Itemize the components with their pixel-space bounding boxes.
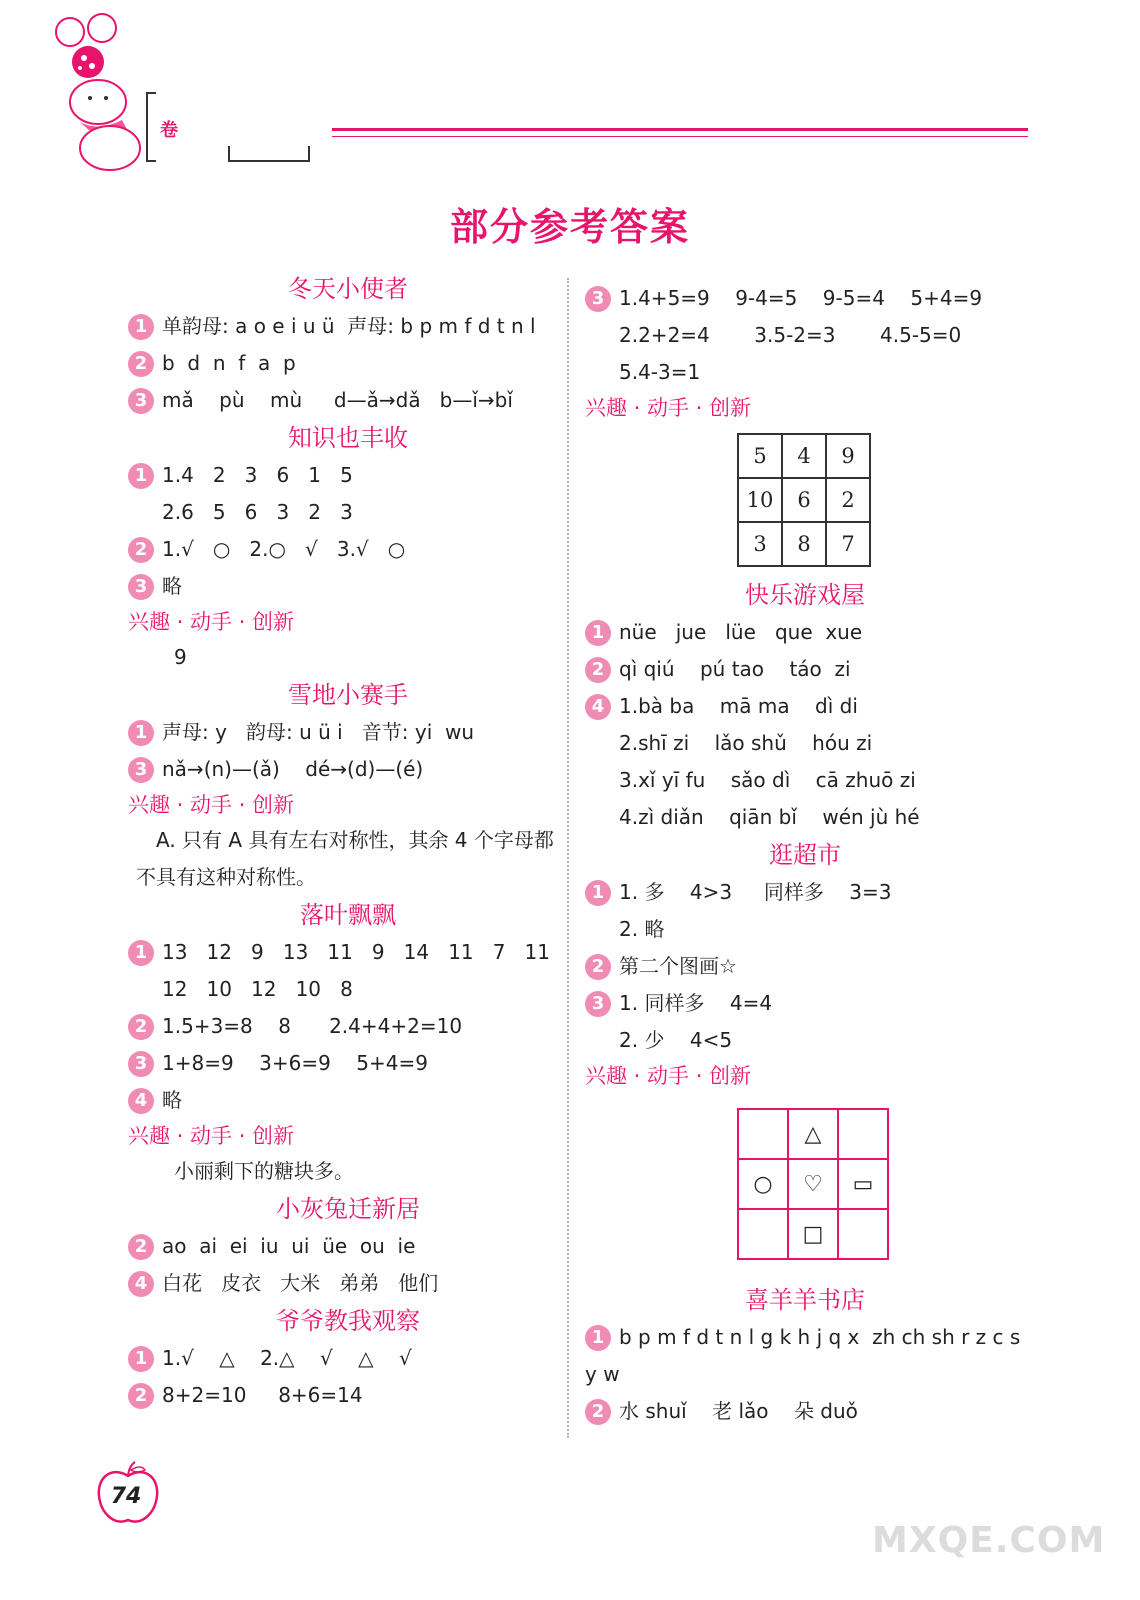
corner-bracket — [146, 92, 156, 162]
answer-item — [128, 345, 568, 382]
section-heading: 快乐游戏屋 — [745, 581, 865, 609]
answer-item — [585, 614, 1025, 651]
answer-item — [128, 531, 568, 568]
answer-text: ao ai ei iu ui üe ou ie — [162, 1234, 416, 1258]
answer-item — [128, 308, 568, 345]
answer-line: 2. 少 4<5 — [619, 1028, 733, 1052]
item-number-badge: 2 — [128, 1234, 154, 1260]
answer-line: 2.6 5 6 3 2 3 — [162, 500, 353, 524]
section-heading: 逛超市 — [769, 841, 841, 869]
corner-mark: 卷 — [160, 120, 178, 141]
answer-text: 第二个图画☆ — [619, 954, 737, 978]
answer-item — [128, 714, 568, 751]
page-title: 部分参考答案 — [449, 205, 690, 249]
answer-item — [128, 1265, 568, 1302]
answer-item — [128, 1045, 568, 1082]
item-number-badge: 1 — [585, 620, 611, 646]
answer-text: 1. 同样多 4=4 — [619, 991, 773, 1015]
item-number-badge: 2 — [128, 1383, 154, 1409]
section-heading: 小灰兔迁新居 — [276, 1195, 420, 1223]
page-number: 74 — [110, 1484, 142, 1509]
answer-text: mǎ pù mù d—ǎ→dǎ b—ǐ→bǐ — [162, 388, 513, 412]
answer-item — [585, 985, 1025, 1022]
shape-grid-cell — [838, 1209, 888, 1259]
magic-square-cell: 5 — [738, 434, 782, 478]
item-number-badge: 2 — [128, 351, 154, 377]
answer-text: nüe jue lüe que xue — [619, 620, 863, 644]
item-number-badge: 2 — [585, 1399, 611, 1425]
section-heading: 爷爷教我观察 — [276, 1307, 420, 1335]
magic-square-cell: 3 — [738, 522, 782, 566]
answer-text: 1.√ ○ 2.○ √ 3.√ ○ — [162, 537, 406, 561]
answer-line: 9 — [174, 645, 187, 669]
answer-item — [585, 1319, 1025, 1356]
item-number-badge: 3 — [585, 286, 611, 312]
answer-text: 1.5+3=8 8 2.4+4+2=10 — [162, 1014, 463, 1038]
magic-square-cell: 2 — [826, 478, 870, 522]
answer-text: 声母: y 韵母: u ü i 音节: yi wu — [162, 720, 475, 744]
magic-square-cell: 8 — [782, 522, 826, 566]
item-number-badge: 1 — [128, 314, 154, 340]
section-heading: 喜羊羊书店 — [745, 1286, 865, 1314]
answer-line: 3.xǐ yī fu sǎo dì cā zhuō zi — [619, 768, 916, 792]
shape-grid-cell: ○ — [738, 1159, 788, 1209]
magic-square-cell: 4 — [782, 434, 826, 478]
answer-text: 13 12 9 13 11 9 14 11 7 11 — [162, 940, 550, 964]
answer-item — [128, 1228, 568, 1265]
answer-text: 1.bà ba mā ma dì di — [619, 694, 858, 718]
answer-text: 1. 多 4>3 同样多 3=3 — [619, 880, 892, 904]
answer-line: 2.shī zi lǎo shǔ hóu zi — [619, 731, 873, 755]
answer-item — [585, 874, 1025, 911]
section-heading: 雪地小赛手 — [288, 681, 408, 709]
header-line — [332, 128, 1028, 131]
item-number-badge: 3 — [128, 574, 154, 600]
answer-item — [128, 457, 568, 494]
shape-grid-cell: ▭ — [838, 1159, 888, 1209]
answer-item — [128, 1377, 568, 1414]
answer-text: 8+2=10 8+6=14 — [162, 1383, 363, 1407]
section-heading: 冬天小使者 — [288, 275, 408, 303]
item-number-badge: 1 — [128, 463, 154, 489]
answer-item — [128, 751, 568, 788]
answer-item — [585, 688, 1025, 725]
answer-line: y w — [585, 1362, 620, 1386]
answer-item — [585, 948, 1025, 985]
answer-text: 单韵母: a o e i u ü 声母: b p m f d t n l — [162, 314, 536, 338]
item-number-badge: 2 — [128, 537, 154, 563]
item-number-badge: 3 — [128, 388, 154, 414]
magic-square-cell: 7 — [826, 522, 870, 566]
answer-text: 1+8=9 3+6=9 5+4=9 — [162, 1051, 428, 1075]
magic-square-cell: 9 — [826, 434, 870, 478]
answer-item — [128, 1340, 568, 1377]
answer-item — [585, 651, 1025, 688]
item-number-badge: 3 — [128, 757, 154, 783]
section-heading: 落叶飘飘 — [300, 901, 396, 929]
item-number-badge: 2 — [585, 954, 611, 980]
sub-heading: 兴趣 · 动手 · 创新 — [128, 610, 295, 634]
shape-grid-cell: ♡ — [788, 1159, 838, 1209]
answer-line: 12 10 12 10 8 — [162, 977, 353, 1001]
answer-text: qì qiú pú tao táo zi — [619, 657, 851, 681]
sub-heading: 兴趣 · 动手 · 创新 — [585, 1064, 752, 1088]
snowman-decoration — [40, 10, 200, 175]
sub-heading: 兴趣 · 动手 · 创新 — [585, 396, 752, 420]
shape-grid-cell — [738, 1209, 788, 1259]
answer-item — [128, 382, 568, 419]
shape-grid-cell — [738, 1109, 788, 1159]
left-column — [128, 270, 568, 1414]
shape-grid-cell: □ — [788, 1209, 838, 1259]
answer-text: 1.4 2 3 6 1 5 — [162, 463, 353, 487]
answer-item — [128, 568, 568, 605]
right-column-mid — [585, 576, 1025, 1093]
item-number-badge: 4 — [128, 1271, 154, 1297]
answer-line: 5.4-3=1 — [619, 360, 701, 384]
answer-item — [128, 1008, 568, 1045]
sub-heading: 兴趣 · 动手 · 创新 — [128, 1124, 295, 1148]
answer-text: b p m f d t n l g k h j q x zh ch sh r z c s — [619, 1325, 1021, 1349]
right-column — [585, 280, 1025, 425]
item-number-badge: 1 — [585, 880, 611, 906]
answer-item — [128, 1082, 568, 1119]
answer-text: b d n f a p — [162, 351, 296, 375]
item-number-badge: 3 — [585, 991, 611, 1017]
item-number-badge: 1 — [128, 940, 154, 966]
section-heading: 知识也丰收 — [288, 424, 408, 452]
answer-text: 水 shuǐ 老 lǎo 朵 duǒ — [619, 1399, 858, 1423]
answer-text: 白花 皮衣 大米 弟弟 他们 — [162, 1271, 439, 1295]
answer-item — [585, 1393, 1025, 1430]
watermark: MXQE.COM — [872, 1520, 1106, 1561]
answer-text: nǎ→(n)—(ǎ) dé→(d)—(é) — [162, 757, 424, 781]
answer-item — [585, 280, 1025, 317]
answer-line: 2.2+2=4 3.5-2=3 4.5-5=0 — [619, 323, 962, 347]
shape-grid-cell — [838, 1109, 888, 1159]
answer-text: 1.4+5=9 9-4=5 9-5=4 5+4=9 — [619, 286, 983, 310]
answer-text: 略 — [162, 574, 182, 598]
answer-line: 小丽剩下的糖块多。 — [174, 1159, 354, 1183]
item-number-badge: 3 — [128, 1051, 154, 1077]
item-number-badge: 2 — [128, 1014, 154, 1040]
item-number-badge: 4 — [585, 694, 611, 720]
shape-grid — [737, 1108, 889, 1260]
name-blank — [228, 146, 310, 162]
answer-item — [128, 934, 568, 971]
item-number-badge: 1 — [128, 720, 154, 746]
answer-text: 略 — [162, 1088, 182, 1112]
magic-square-cell: 6 — [782, 478, 826, 522]
answer-line: 4.zì diǎn qiān bǐ wén jù hé — [619, 805, 920, 829]
magic-square — [737, 433, 871, 567]
answer-text: 1.√ △ 2.△ √ △ √ — [162, 1346, 412, 1370]
item-number-badge: 2 — [585, 657, 611, 683]
shape-grid-cell: △ — [788, 1109, 838, 1159]
right-column-bottom — [585, 1281, 1025, 1430]
header-line-thin — [332, 136, 1028, 137]
answer-line: 2. 略 — [619, 917, 665, 941]
item-number-badge: 1 — [585, 1325, 611, 1351]
item-number-badge: 1 — [128, 1346, 154, 1372]
magic-square-cell: 10 — [738, 478, 782, 522]
sub-heading: 兴趣 · 动手 · 创新 — [128, 793, 295, 817]
item-number-badge: 4 — [128, 1088, 154, 1114]
answer-paragraph: A. 只有 A 具有左右对称性，其余 4 个字母都不具有这种对称性。 — [136, 828, 554, 889]
